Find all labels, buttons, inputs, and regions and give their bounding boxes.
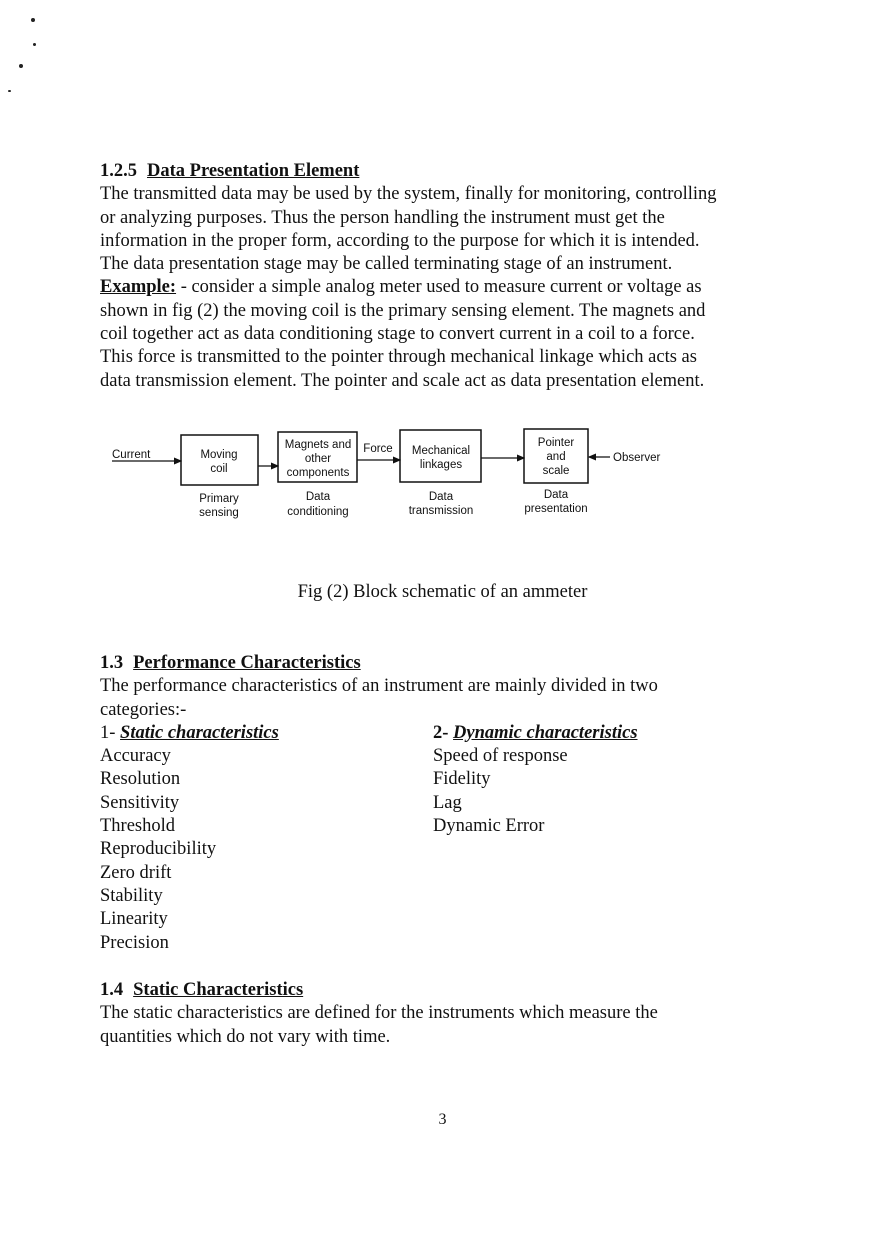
paragraph-line: This force is transmitted to the pointer through mechanical linkage which acts as	[100, 347, 697, 368]
block-label-line: Mechanical	[411, 445, 471, 457]
example-line	[100, 276, 784, 299]
list-item: Reproducibility	[100, 839, 217, 860]
stage-label-line: Data	[543, 489, 569, 501]
ammeter-block-diagram	[100, 420, 700, 530]
input-label: Current	[112, 449, 151, 461]
paragraph-line: shown in fig (2) the moving coil is the primary sensing element. The magnets and	[100, 300, 706, 321]
paragraph-line: The performance characteristics of an instrument are mainly divided in two	[100, 676, 658, 697]
characteristics-columns	[100, 722, 784, 955]
section-title: Performance Characteristics	[133, 653, 361, 673]
block-label-line: and	[546, 451, 566, 463]
paragraph-line: or analyzing purposes. Thus the person handling the instrument must get the	[100, 207, 665, 228]
section-number: 1.4	[100, 980, 124, 1000]
paragraph-line: quantities which do not vary with time.	[100, 1026, 391, 1047]
list-item: Resolution	[100, 769, 181, 790]
section-heading	[100, 160, 784, 183]
list-item: Speed of response	[433, 746, 568, 767]
force-label: Force	[363, 443, 393, 455]
scan-speck	[33, 43, 36, 46]
block-label-line: other	[304, 453, 332, 465]
block-label-line: Pointer	[537, 437, 575, 449]
column-heading	[433, 722, 766, 745]
block-label-line: Magnets and	[284, 439, 352, 451]
column-prefix: 2-	[433, 722, 454, 743]
block-label-line: components	[286, 467, 350, 479]
list-item: Stability	[100, 885, 163, 906]
page-number: 3	[438, 1111, 447, 1128]
paragraph-line: The static characteristics are defined for the instruments which measure the	[100, 1003, 658, 1024]
section-number: 1.3	[100, 653, 124, 673]
list-item: Precision	[100, 932, 169, 953]
dynamic-column	[433, 722, 766, 955]
list-item: Dynamic Error	[433, 816, 545, 837]
stage-label-line: Primary	[199, 493, 239, 505]
list-item: Threshold	[100, 816, 176, 837]
section-heading	[100, 979, 784, 1002]
scan-speck	[19, 64, 23, 68]
list-item: Accuracy	[100, 746, 171, 767]
column-title: Dynamic characteristics	[453, 722, 638, 743]
static-column	[100, 722, 433, 955]
output-label: Observer	[613, 452, 661, 464]
stage-label-line: sensing	[199, 507, 239, 519]
example-label: Example:	[100, 277, 177, 298]
section-number: 1.2.5	[100, 161, 137, 181]
list-item: Zero drift	[100, 862, 172, 883]
stage-label-line: transmission	[408, 505, 474, 517]
section-1-4	[100, 979, 784, 1049]
paragraph-line: information in the proper form, according to the purpose for which it is intended.	[100, 230, 700, 251]
paragraph-line: The data presentation stage may be called terminating stage of an instrument.	[100, 254, 673, 275]
figure-caption: Fig (2) Block schematic of an ammeter	[297, 582, 588, 602]
section-heading	[100, 652, 784, 675]
column-title: Static characteristics	[120, 722, 279, 743]
stage-label-line: conditioning	[287, 506, 349, 518]
block-label-line: coil	[210, 463, 228, 475]
paragraph-line: coil together act as data conditioning stage to convert current in a coil to a force.	[100, 324, 695, 345]
scan-speck	[31, 18, 35, 22]
list-item: Fidelity	[433, 769, 491, 790]
section-1-3	[100, 652, 784, 955]
scan-speck	[8, 90, 11, 92]
paragraph-line: categories:-	[100, 699, 187, 720]
section-title: Data Presentation Element	[147, 161, 360, 181]
list-item: Linearity	[100, 909, 168, 930]
block-label-line: scale	[542, 465, 570, 477]
list-item: Sensitivity	[100, 792, 180, 813]
paragraph	[100, 183, 784, 393]
list-item: Lag	[433, 792, 462, 813]
stage-label-line: presentation	[524, 503, 588, 515]
block-label-line: Moving	[200, 449, 238, 461]
stage-label-line: Data	[305, 491, 331, 503]
column-prefix: 1-	[100, 722, 121, 743]
paragraph-line: The transmitted data may be used by the system, finally for monitoring, controlling	[100, 184, 717, 205]
paragraph-line: data transmission element. The pointer and scale act as data presentation element.	[100, 370, 705, 391]
block-label-line: linkages	[419, 459, 463, 471]
section-title: Static Characteristics	[133, 980, 304, 1000]
column-heading	[100, 722, 433, 745]
section-1-2-5	[100, 160, 784, 393]
stage-label-line: Data	[428, 491, 454, 503]
example-text: - consider a simple analog meter used to measure current or voltage as	[176, 277, 702, 298]
